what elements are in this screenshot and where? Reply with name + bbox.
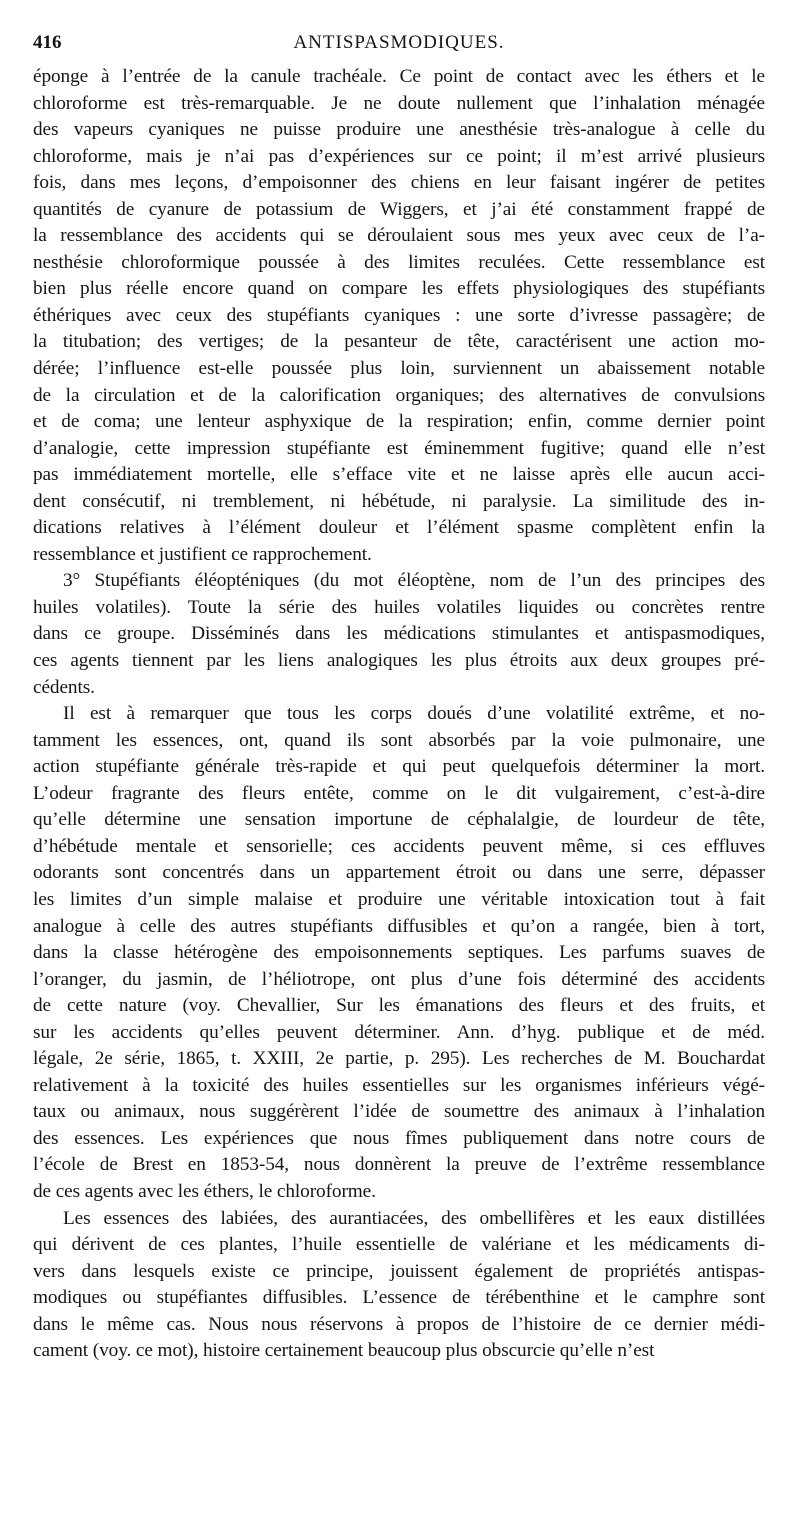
text-line: éthériques avec ceux des stupéfiants cyaniques : une sorte d’ivresse passagère; de bbox=[33, 304, 765, 326]
text-line: Il est à remarquer que tous les corps doués d’une volatilité extrême, et no- bbox=[63, 703, 765, 725]
text-line: de la circulation et de la calorification organiques; des alternatives de convulsions bbox=[33, 384, 765, 406]
text-line: dérée; l’influence est-elle poussée plus loin, surviennent un abaissement notable bbox=[33, 358, 765, 380]
text-line: dent consécutif, ni tremblement, ni hébétude, ni paralysie. La similitude des in- bbox=[33, 490, 765, 512]
text-line: l’oranger, du jasmin, de l’héliotrope, ont plus d’une fois déterminé des accidents bbox=[33, 968, 765, 990]
text-line: les limites d’un simple malaise et produire une véritable intoxication tout à fait bbox=[33, 888, 765, 910]
text-line: quantités de cyanure de potassium de Wiggers, et j’ai été constamment frappé de bbox=[33, 198, 765, 220]
text-line: dications relatives à l’élément douleur et l’élément spasme complètent enfin la bbox=[33, 517, 765, 539]
text-line: fois, dans mes leçons, d’empoisonner des chiens en leur faisant ingérer de petites bbox=[33, 172, 765, 194]
text-line: dans ce groupe. Disséminés dans les médications stimulantes et antispasmodiques, bbox=[33, 623, 765, 645]
text-line: de ces agents avec les éthers, le chloroforme. bbox=[33, 1180, 376, 1202]
text-line: L’odeur fragrante des fleurs entête, comme on le dit vulgairement, c’est-à-dire bbox=[33, 782, 765, 804]
text-line: huiles volatiles). Toute la série des huiles volatiles liquides ou concrètes rentre bbox=[33, 596, 765, 618]
text-line: d’analogie, cette impression stupéfiante est éminemment fugitive; quand elle n’est bbox=[33, 437, 765, 459]
text-line: tamment les essences, ont, quand ils sont absorbés par la voie pulmonaire, une bbox=[33, 729, 765, 751]
text-line: bien plus réelle encore quand on compare les effets physiologiques des stupéfiants bbox=[33, 278, 765, 300]
text-line: dans le même cas. Nous nous réservons à propos de l’histoire de ce dernier médi- bbox=[33, 1313, 765, 1335]
text-line: taux ou animaux, nous suggérèrent l’idée de soumettre des animaux à l’inhalation bbox=[33, 1101, 765, 1123]
text-line: légale, 2e série, 1865, t. XXIII, 2e partie, p. 295). Les recherches de M. Bouchardat bbox=[33, 1048, 765, 1070]
text-line: la titubation; des vertiges; de la pesanteur de tête, caractérisent une action mo- bbox=[33, 331, 765, 353]
text-line: relativement à la toxicité des huiles essentielles sur les organismes inférieurs végé- bbox=[33, 1074, 765, 1096]
text-line: des essences. Les expériences que nous fîmes publiquement dans notre cours de bbox=[33, 1127, 765, 1149]
text-line: sur les accidents qu’elles peuvent déterminer. Ann. d’hyg. publique et de méd. bbox=[33, 1021, 765, 1043]
running-title: ANTISPASMODIQUES. bbox=[293, 32, 505, 53]
text-line: qu’elle détermine une sensation importune de céphalalgie, de lourdeur de tête, bbox=[33, 809, 765, 831]
text-line: cament (voy. ce mot), histoire certainement beaucoup plus obscurcie qu’elle n’est bbox=[33, 1340, 655, 1362]
page-header bbox=[33, 30, 765, 56]
text-line: chloroforme est très-remarquable. Je ne doute nullement que l’inhalation ménagée bbox=[33, 92, 765, 114]
text-line: éponge à l’entrée de la canule trachéale. Ce point de contact avec les éthers et le bbox=[33, 66, 765, 87]
text-line: odorants sont concentrés dans un appartement étroit ou dans une serre, dépasser bbox=[33, 862, 765, 884]
text-line: cédents. bbox=[33, 676, 95, 698]
text-line: analogue à celle des autres stupéfiants diffusibles et qu’on a rangée, bien à tort, bbox=[33, 915, 765, 937]
text-line: dans la classe hétérogène des empoisonnements septiques. Les parfums suaves de bbox=[33, 942, 765, 964]
text-line: l’école de Brest en 1853-54, nous donnèrent la preuve de l’extrême ressemblance bbox=[33, 1154, 765, 1176]
text-line: qui dérivent de ces plantes, l’huile essentielle de valériane et les médicaments di- bbox=[33, 1234, 765, 1256]
page-number: 416 bbox=[33, 32, 62, 53]
text-line: des vapeurs cyaniques ne puisse produire une anesthésie très-analogue à celle du bbox=[33, 119, 765, 141]
text-line: nesthésie chloroformique poussée à des limites reculées. Cette ressemblance est bbox=[33, 251, 765, 273]
text-line: et de coma; une lenteur asphyxique de la respiration; enfin, comme dernier point bbox=[33, 411, 765, 433]
text-line: vers dans lesquels existe ce principe, jouissent également de propriétés antispas- bbox=[33, 1260, 765, 1282]
text-line: de cette nature (voy. Chevallier, Sur les émanations des fleurs et des fruits, et bbox=[33, 995, 765, 1017]
text-line: action stupéfiante générale très-rapide et qui peut quelquefois déterminer la mort. bbox=[33, 756, 765, 778]
text-line: ressemblance et justifient ce rapprochement. bbox=[33, 543, 372, 565]
text-line: modiques ou stupéfiantes diffusibles. L’essence de térébenthine et le camphre sont bbox=[33, 1287, 765, 1309]
text-line: ces agents tiennent par les liens analogiques les plus étroits aux deux groupes pré- bbox=[33, 650, 765, 672]
text-line: Les essences des labiées, des aurantiacées, des ombellifères et les eaux distillées bbox=[63, 1207, 765, 1229]
text-line: 3° Stupéfiants éléopténiques (du mot éléoptène, nom de l’un des principes des bbox=[63, 570, 765, 592]
page-body bbox=[33, 64, 765, 1365]
text-line: d’hébétude mentale et sensorielle; ces accidents peuvent même, si ces effluves bbox=[33, 835, 765, 857]
text-line: pas immédiatement mortelle, elle s’efface vite et ne laisse après elle aucun acci- bbox=[33, 464, 765, 486]
text-line: la ressemblance des accidents qui se déroulaient sous mes yeux avec ceux de l’a- bbox=[33, 225, 765, 247]
text-line: chloroforme, mais je n’ai pas d’expériences sur ce point; il m’est arrivé plusieurs bbox=[33, 145, 765, 167]
